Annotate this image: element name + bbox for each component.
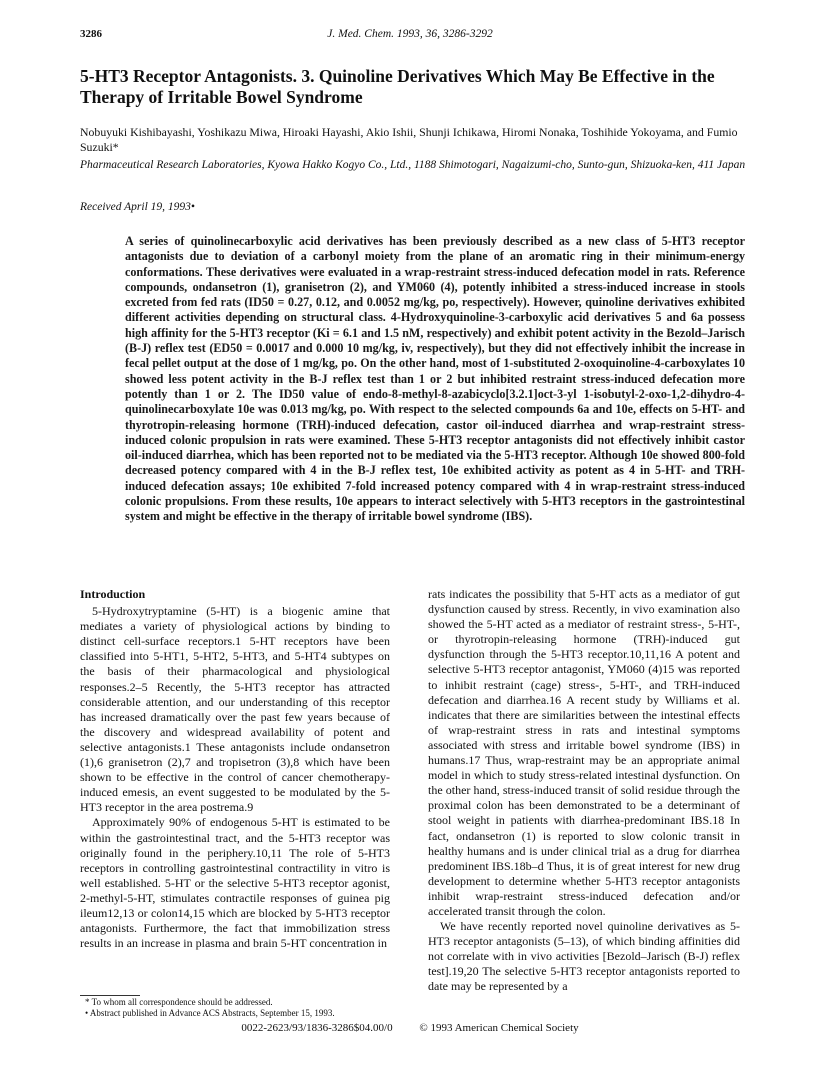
page-number: 3286 <box>80 28 102 40</box>
section-heading-introduction: Introduction <box>80 587 146 601</box>
article-title: 5-HT3 Receptor Antagonists. 3. Quinoline Derivatives Which May Be Effective in the Therapy of Irritable Bowel Syndrome <box>80 66 715 107</box>
received-date: Received April 19, 1993• <box>80 201 195 213</box>
article-code: 0022-2623/93/1836-3286$04.00/0 <box>241 1022 393 1034</box>
journal-citation: J. Med. Chem. 1993, 36, 3286-3292 <box>327 28 493 40</box>
author-list: Nobuyuki Kishibayashi, Yoshikazu Miwa, Hiroaki Hayashi, Akio Ishii, Shunji Ichikawa, Hiromi Nonaka, Toshihide Yokoyama, and Fumio Suzuki* <box>80 125 738 154</box>
abstract: A series of quinolinecarboxylic acid derivatives has been previously described as a new class of 5-HT3 receptor antagonists due to deviation of a carbonyl moiety from the plane of an aromatic ring in their minimum-energy conformations. These derivatives were evaluated in a wrap-restraint stress-induced defecation model in rats. Reference compounds, ondansetron (1), granisetron (2), and YM060 (4), potently inhibited a stress-induced increase in stools excreted from fed rats (ID50 = 0.27, 0.12, and 0.0052 mg/kg, po, respectively). However, quinoline derivatives exhibited different activities depending on structural class. 4-Hydroxyquinoline-3-carboxylic acid derivatives 5 and 6a possess high affinity for the 5-HT3 receptor (Ki = 6.1 and 1.5 nM, respectively) and exhibit potent activity in the Bezold–Jarisch (B-J) reflex test (ED50 = 0.0017 and 0.000 10 mg/kg, iv, respectively), but they did not effectively inhibit the increase in fecal pellet output at the dose of 1 mg/kg, po. On the other hand, most of 1-substituted 2-oxoquinoline-4-carboxylates 10 showed less potent activity in the B-J reflex test than 1 or 2 but inhibited restraint stress-induced defecation more potently than 1 or 2. The ID50 value of endo-8-methyl-8-azabicyclo[3.2.1]oct-3-yl 1-isobutyl-2-oxo-1,2-dihydro-4-quinolinecarboxylate 10e was 0.013 mg/kg, po. With respect to the selected compounds 6a and 10e, effects on 5-HT- and thyrotropin-releasing hormone (TRH)-induced defecation, castor oil-induced diarrhea and wrap-restraint stress-induced colonic propulsion in rats were examined. These 5-HT3 receptor antagonists did not effectively inhibit castor oil-induced diarrhea, which has been reported not to be mediated via the 5-HT3 receptor. Although 10e showed 800-fold decreased potency compared with 4 in the B-J reflex test, 10e exhibited activity as potent as 4 in 5-HT- and TRH-induced defecation assays; 10e exhibited 7-fold increased potency compared with 4 in wrap-restraint stress-induced colonic propulsions. From these results, 10e appears to interact selectively with 5-HT3 receptors in the gastrointestinal system and might be effective in the therapy of irritable bowel syndrome (IBS). <box>125 234 745 524</box>
intro-paragraph-3: rats indicates the possibility that 5-HT acts as a mediator of gut dysfunction caused by stress. Recently, in vivo examination also showed the 5-HT acted as a mediator of restraint stress-, 5-HT-, or thyrotropin-releasing hormone (TRH)-induced gut dysfunction through the 5-HT3 receptor.10,11,16 A potent and selective 5-HT3 receptor antagonist, YM060 (4)15 was reported to inhibit restraint (cage) stress-, 5-HT-, and TRH-induced defecation and diarrhea.16 A recent study by Williams et al. indicates that there are similarities between the intestinal effects of wrap-restraint stress in rats and intestinal symptoms associated with stress and irritable bowel syndrome (IBS) in humans.17 Thus, wrap-restraint may be an appropriate animal model in which to study stress-related intestinal dysfunction. On the other hand, stress-induced transit of solid residue through the proximal colon has been demonstrated to be a determinant of stool weight in patients with diarrhea-predominant IBS.18 In fact, ondansetron (1) is reported to slow colonic transit in healthy humans and is under clinical trial as a drug for diarrhea predominent IBS.18b–d Thus, it is of great interest for new drug development to determine whether 5-HT3 receptor antagonists inhibit wrap-restraint stress-induced defecation and/or accelerated transit through the colon. <box>428 587 740 918</box>
right-column <box>428 587 740 995</box>
left-column <box>80 587 390 951</box>
copyright: © 1993 American Chemical Society <box>419 1022 579 1034</box>
page-footer <box>0 1022 820 1034</box>
intro-paragraph-2: Approximately 90% of endogenous 5-HT is estimated to be within the gastrointestinal tract, and the 5-HT3 receptor was originally found in the periphery.10,11 The role of 5-HT3 receptors in controlling gastrointestinal contractility in vitro is well established. 5-HT or the selective 5-HT3 receptor agonist, 2-methyl-5-HT, stimulates contractile responses of guinea pig ileum12,13 or colon14,15 which are blocked by 5-HT3 receptor antagonists. Furthermore, the fact that immobilization stress results in an increase in plasma and brain 5-HT concentration in <box>80 815 390 951</box>
affiliation: Pharmaceutical Research Laboratories, Kyowa Hakko Kogyo Co., Ltd., 1188 Shimotogari, Nagaizumi-cho, Sunto-gun, Shizuoka-ken, 411 Japan <box>80 159 746 171</box>
footnote-divider <box>80 995 140 996</box>
intro-paragraph-1: 5-Hydroxytryptamine (5-HT) is a biogenic amine that mediates a variety of physiological actions by binding to distinct cell-surface receptors.1 5-HT receptors have been classified into 5-HT1, 5-HT2, 5-HT3, and 5-HT4 subtypes on the basis of their pharmacological and physiological responses.2–5 Recently, the 5-HT3 receptor has attracted considerable attention, and our understanding of this receptor has increased dramatically over the past few years because of the discovery and widespread availability of potent and selective antagonists.1 These antagonists include ondansetron (1),6 granisetron (2),7 and tropisetron (3),8 which have been shown to be effective in the control of cancer chemotherapy-induced emesis, an event suggested to be modulated by the 5-HT3 receptor in the area postrema.9 <box>80 604 390 815</box>
intro-paragraph-4: We have recently reported novel quinoline derivatives as 5-HT3 receptor antagonists (5–13), of which binding affinities did not correlate with in vivo activities [Bezold–Jarisch (B-J) reflex test].19,20 The selective 5-HT3 receptor antagonists reported to date may be represented by a <box>428 919 740 994</box>
footnote-correspondence: * To whom all correspondence should be addressed. <box>85 997 273 1007</box>
footnote-abstract-published: • Abstract published in Advance ACS Abstracts, September 15, 1993. <box>85 1007 335 1018</box>
footnotes <box>85 997 395 1018</box>
